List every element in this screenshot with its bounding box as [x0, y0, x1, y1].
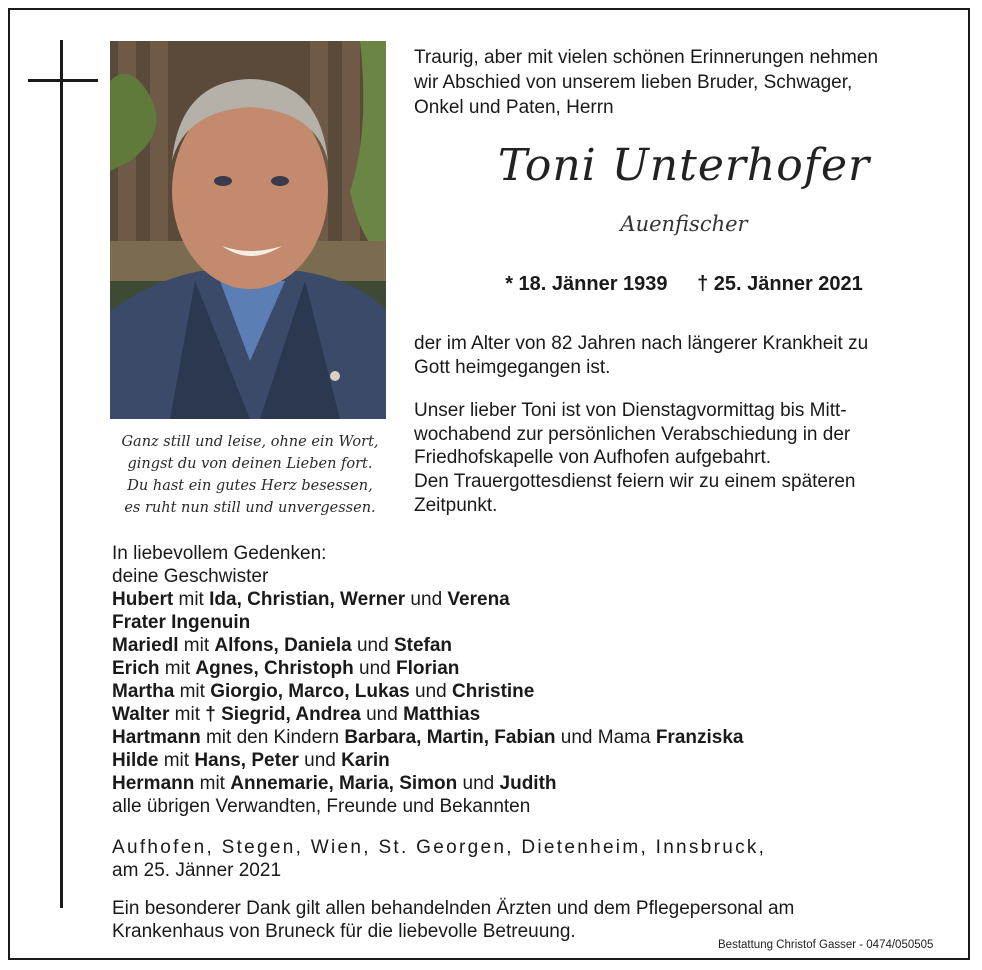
thanks-text — [112, 897, 794, 943]
paragraph-line: der im Alter von 82 Jahren nach längerer Krankheit zu — [414, 333, 869, 354]
cross-vertical — [60, 40, 63, 908]
family-connector: mit den Kindern — [200, 727, 345, 748]
intro-line: Onkel und Paten, Herrn — [414, 97, 614, 118]
family-list — [112, 542, 743, 818]
portrait-photo — [110, 41, 386, 419]
family-name: Verena — [447, 589, 510, 610]
family-name: † Siegrid, Andrea — [205, 704, 361, 725]
poem-line: es ruht nun still und unvergessen. — [124, 500, 376, 516]
family-name: Walter — [112, 704, 170, 725]
family-connector: mit — [169, 704, 206, 725]
thanks-line: Krankenhaus von Bruneck für die liebevolle Betreuung. — [112, 921, 576, 942]
intro-text — [414, 45, 954, 120]
birth-date: * 18. Jänner 1939 — [505, 273, 668, 295]
places-line: Aufhofen, Stegen, Wien, St. Georgen, Dietenheim, Innsbruck, — [112, 837, 767, 858]
family-name: Giorgio, Marco, Lukas — [210, 681, 410, 702]
family-closing: alle übrigen Verwandten, Freunde und Bekannten — [112, 796, 531, 817]
poem-line: Du hast ein gutes Herz besessen, — [127, 478, 373, 494]
paragraph-viewing — [414, 399, 954, 470]
family-name: Karin — [341, 750, 390, 771]
date-line: am 25. Jänner 2021 — [112, 860, 282, 881]
deceased-name: Toni Unterhofer — [497, 140, 871, 191]
family-name: Florian — [396, 658, 460, 679]
family-name: Hubert — [112, 589, 174, 610]
family-row — [112, 749, 743, 772]
family-name: Erich — [112, 658, 160, 679]
poem-line: Ganz still und leise, ohne ein Wort, — [121, 434, 379, 450]
paragraph-service — [414, 470, 954, 517]
family-row — [112, 726, 743, 749]
family-row — [112, 588, 743, 611]
family-connector: mit — [178, 635, 215, 656]
place-and-date — [112, 836, 766, 882]
intro-line: Traurig, aber mit vielen schönen Erinnerungen nehmen — [414, 47, 879, 68]
family-name: Barbara, Martin, Fabian — [344, 727, 556, 748]
paragraph-line: Den Trauergottesdienst feiern wir zu einem späteren — [414, 471, 856, 492]
deceased-nickname: Auenfischer — [620, 212, 748, 236]
memorial-poem — [100, 431, 400, 519]
family-row — [112, 611, 743, 634]
undertaker-credit: Bestattung Christof Gasser - 0474/050505 — [718, 939, 934, 951]
family-name: Judith — [499, 773, 557, 794]
family-subheading: deine Geschwister — [112, 566, 269, 587]
family-row — [112, 657, 743, 680]
family-name: Franziska — [655, 727, 744, 748]
family-connector: mit — [159, 658, 196, 679]
paragraph-line: Friedhofskapelle von Aufhofen aufgebahrt. — [414, 447, 772, 468]
cross-horizontal — [28, 79, 98, 82]
paragraph-line: Gott heimgegangen ist. — [414, 356, 611, 378]
family-name: Frater Ingenuin — [112, 612, 251, 633]
family-row — [112, 680, 743, 703]
thanks-line: Ein besonderer Dank gilt allen behandelnden Ärzten und dem Pflegepersonal am — [112, 898, 795, 919]
family-name: Ida, Christian, Werner — [209, 589, 406, 610]
family-name: Hilde — [112, 750, 159, 771]
family-connector: und — [457, 773, 500, 794]
family-connector: und — [409, 681, 452, 702]
family-name: Agnes, Christoph — [195, 658, 354, 679]
family-name: Alfons, Daniela — [214, 635, 352, 656]
life-dates — [414, 273, 954, 296]
family-name: Hans, Peter — [194, 750, 299, 771]
family-connector: und — [298, 750, 342, 771]
family-name: Mariedl — [112, 635, 179, 656]
family-connector: und Mama — [555, 727, 656, 748]
family-row — [112, 772, 743, 795]
family-name: Martha — [112, 681, 175, 702]
family-name: Stefan — [393, 635, 453, 656]
paragraph-line: Zeitpunkt. — [414, 494, 498, 516]
poem-line: gingst du von deinen Lieben fort. — [127, 456, 373, 472]
family-name: Annemarie, Maria, Simon — [230, 773, 458, 794]
family-connector: mit — [173, 589, 210, 610]
family-connector: mit — [174, 681, 211, 702]
family-name: Hermann — [112, 773, 195, 794]
family-row — [112, 703, 743, 726]
family-rows — [112, 588, 743, 795]
family-name: Christine — [452, 681, 535, 702]
paragraph-age — [414, 332, 954, 379]
family-connector: und — [360, 704, 404, 725]
family-connector: mit — [194, 773, 231, 794]
family-connector: mit — [158, 750, 195, 771]
family-connector: und — [353, 658, 397, 679]
intro-line: wir Abschied von unserem lieben Bruder, Schwager, — [414, 72, 853, 93]
death-date: † 25. Jänner 2021 — [697, 273, 863, 295]
family-name: Hartmann — [112, 727, 201, 748]
family-heading: In liebevollem Gedenken: — [112, 543, 327, 564]
paragraph-line: wochabend zur persönlichen Verabschiedung in der — [414, 423, 851, 445]
family-row — [112, 634, 743, 657]
paragraph-line: Unser lieber Toni ist von Dienstagvormittag bis Mitt- — [414, 400, 847, 421]
family-connector: und — [351, 635, 394, 656]
family-name: Matthias — [403, 704, 481, 725]
family-connector: und — [405, 589, 448, 610]
